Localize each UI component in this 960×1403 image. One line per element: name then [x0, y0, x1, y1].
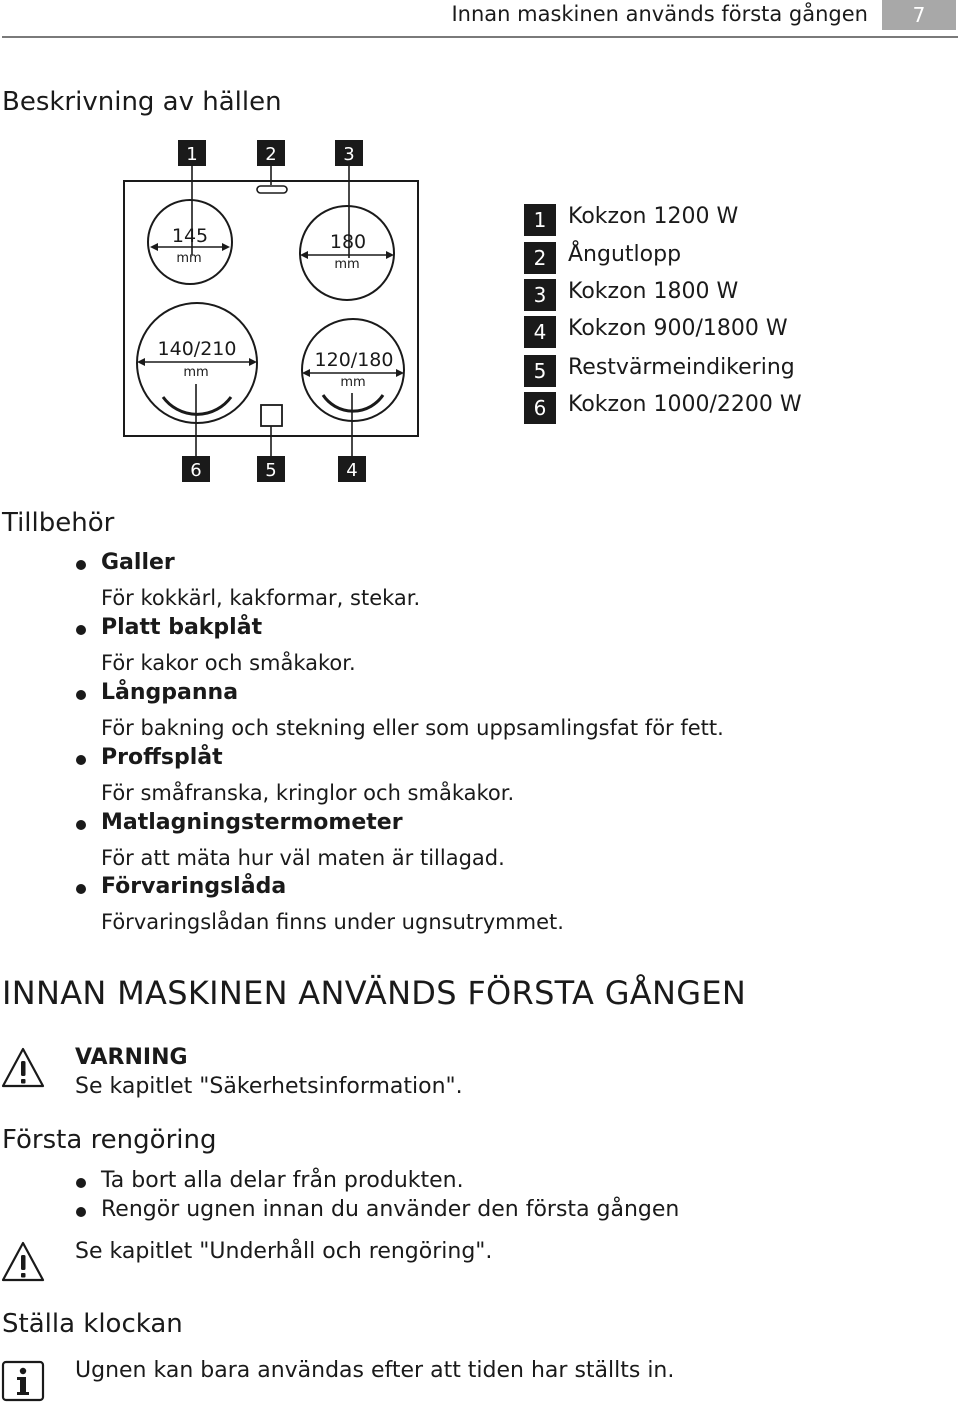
callout-6-label: 6	[190, 460, 202, 481]
legend-number: 3	[524, 279, 556, 311]
legend-number: 5	[524, 355, 556, 387]
accessory-name: Långpanna	[101, 680, 239, 705]
warning-icon	[0, 1240, 46, 1284]
page-number-badge: 7	[882, 0, 956, 30]
zone-bottom-left-arrow-left	[137, 358, 145, 366]
zone-top-right-unit: mm	[334, 257, 360, 272]
zone-top-left-size: 145	[171, 225, 209, 247]
zone-bottom-right-inner-arc	[323, 395, 383, 411]
bullet-icon	[76, 560, 86, 570]
zone-top-right-size: 180	[329, 231, 367, 253]
legend-item	[524, 201, 844, 233]
bullet-icon	[76, 1207, 86, 1217]
legend-item	[524, 389, 844, 421]
legend-item	[524, 239, 844, 271]
first-cleaning-heading: Första rengöring	[2, 1125, 217, 1155]
zone-bottom-left-arrow-right	[249, 358, 257, 366]
bullet-icon	[76, 884, 86, 894]
legend-text: Kokzon 1800 W	[568, 279, 739, 304]
zone-bottom-left-outer	[137, 303, 257, 423]
legend-text: Kokzon 900/1800 W	[568, 316, 788, 341]
accessories-list	[76, 550, 876, 950]
legend-item	[524, 352, 844, 384]
callout-5-label: 5	[265, 460, 277, 481]
first-cleaning-steps	[76, 1168, 876, 1228]
legend-text: Restvärmeindikering	[568, 355, 795, 380]
legend-number: 1	[524, 204, 556, 236]
clock-info-text: Ugnen kan bara användas efter att tiden har ställts in.	[75, 1358, 675, 1383]
zone-bottom-left-size: 140/210	[157, 338, 237, 360]
steam-vent-shape	[257, 186, 287, 193]
zone-bottom-right-size: 120/180	[314, 349, 394, 371]
set-clock-heading: Ställa klockan	[2, 1309, 183, 1339]
accessory-description: För att mäta hur väl maten är tillagad.	[101, 846, 505, 870]
legend-text: Ångutlopp	[568, 242, 682, 267]
zone-bottom-left-unit: mm	[183, 365, 209, 380]
accessory-description: För kokkärl, kakformar, stekar.	[101, 586, 421, 610]
legend-number: 6	[524, 392, 556, 424]
callout-4-label: 4	[346, 460, 358, 481]
header-divider	[2, 36, 958, 38]
warning-icon	[0, 1046, 46, 1090]
running-header-title: Innan maskinen används första gången	[451, 2, 868, 26]
hob-diagram	[0, 130, 520, 490]
legend-text: Kokzon 1000/2200 W	[568, 392, 802, 417]
zone-bottom-right-unit: mm	[340, 375, 366, 390]
accessories-heading: Tillbehör	[2, 508, 115, 538]
accessory-description: För bakning och stekning eller som uppsamlingsfat för fett.	[101, 716, 724, 740]
bullet-icon	[76, 625, 86, 635]
legend-item	[524, 276, 844, 308]
bullet-icon	[76, 755, 86, 765]
accessory-name: Galler	[101, 550, 175, 575]
callout-2-label: 2	[265, 144, 277, 165]
bullet-icon	[76, 820, 86, 830]
accessory-description: För småfranska, kringlor och småkakor.	[101, 781, 515, 805]
bullet-icon	[76, 1178, 86, 1188]
callout-1-label: 1	[186, 144, 198, 165]
legend-item	[524, 313, 844, 345]
cleaning-step: Rengör ugnen innan du använder den första gången	[101, 1197, 680, 1222]
warning-label: VARNING	[75, 1045, 188, 1070]
accessory-name: Matlagningstermometer	[101, 810, 403, 835]
zone-top-right	[300, 206, 394, 300]
hob-section-heading: Beskrivning av hällen	[2, 87, 282, 117]
zone-top-left-arrow-right	[222, 243, 230, 251]
accessory-description: För kakor och småkakor.	[101, 651, 356, 675]
info-icon	[1, 1360, 45, 1402]
callout-3-label: 3	[343, 144, 355, 165]
accessory-name: Platt bakplåt	[101, 615, 263, 640]
bullet-icon	[76, 690, 86, 700]
legend-number: 2	[524, 242, 556, 274]
residual-heat-indicator-shape	[261, 405, 282, 426]
zone-bottom-left-inner-arc	[163, 397, 231, 414]
zone-top-left-arrow-left	[150, 243, 158, 251]
legend-number: 4	[524, 316, 556, 348]
cleaning-note: Se kapitlet "Underhåll och rengöring".	[75, 1239, 493, 1264]
accessory-name: Förvaringslåda	[101, 874, 287, 899]
zone-top-left-unit: mm	[176, 251, 202, 266]
hob-outline	[124, 181, 418, 436]
legend-text: Kokzon 1200 W	[568, 204, 739, 229]
accessory-name: Proffsplåt	[101, 745, 223, 770]
chapter-heading: INNAN MASKINEN ANVÄNDS FÖRSTA GÅNGEN	[2, 974, 747, 1012]
cleaning-step: Ta bort alla delar från produkten.	[101, 1168, 464, 1193]
accessory-description: Förvaringslådan finns under ugnsutrymmet.	[101, 910, 564, 934]
warning-text: Se kapitlet "Säkerhetsinformation".	[75, 1074, 463, 1099]
